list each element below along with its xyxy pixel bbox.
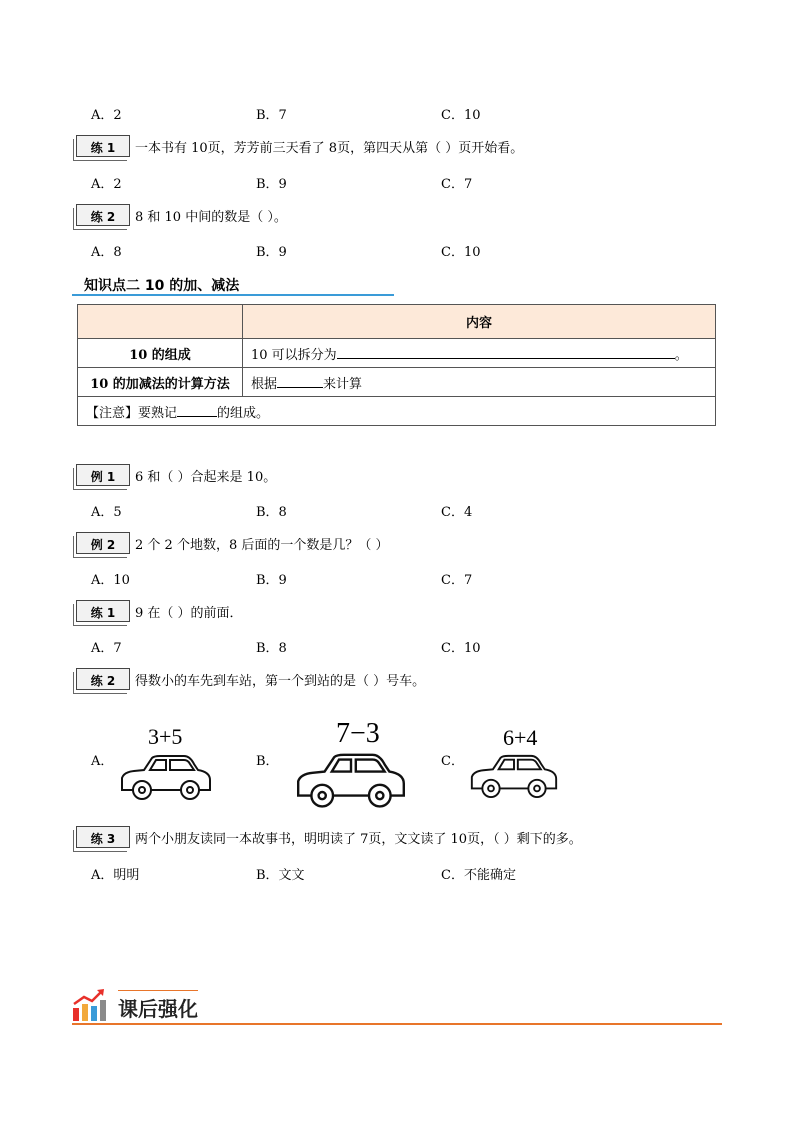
question-tag: 练 1 — [76, 135, 130, 157]
question-tag: 练 2 — [76, 204, 130, 226]
question-text: 8 和 10 中间的数是（ ）。 — [135, 210, 287, 225]
options-row — [91, 173, 611, 191]
option-c[interactable]: C．7 — [441, 573, 473, 588]
knowledge-table — [77, 304, 716, 426]
option-c[interactable]: C．不能确定 — [441, 868, 516, 883]
option-b[interactable]: B．文文 — [256, 868, 305, 883]
row-content: 10 可以拆分为 。 — [243, 339, 716, 368]
option-a[interactable]: A．2 — [91, 108, 122, 123]
question-example-2 — [76, 532, 756, 556]
question-text: 得数小的车先到车站，第一个到站的是（ ）号车。 — [135, 674, 426, 689]
option-c[interactable]: C．10 — [441, 108, 481, 123]
options-row — [91, 864, 611, 882]
question-text: 两个小朋友读同一本故事书，明明读了 7页，文文读了 10页，（ ）剩下的多。 — [135, 832, 582, 847]
fill-blank[interactable] — [337, 346, 675, 359]
option-b[interactable]: B．8 — [256, 505, 287, 520]
question-text: 一本书有 10页，芳芳前三天看了 8页，第四天从第（ ）页开始看。 — [135, 141, 524, 156]
table-header: 内容 — [243, 305, 716, 339]
question-example-1 — [76, 464, 756, 488]
car-icon — [118, 752, 214, 802]
option-a[interactable]: A．7 — [91, 641, 122, 656]
section-underline — [72, 294, 394, 296]
question-text: 9 在（ ）的前面． — [135, 606, 243, 621]
option-b[interactable]: B．9 — [256, 245, 287, 260]
option-a[interactable]: A． — [91, 754, 114, 769]
question-practice-3 — [76, 826, 756, 850]
question-practice-2b — [76, 668, 756, 692]
options-row — [91, 501, 611, 519]
section-title: 知识点二 10 的加、减法 — [84, 278, 240, 294]
option-b[interactable]: B．8 — [256, 641, 287, 656]
chart-growth-icon — [72, 988, 108, 1022]
footer-accent-line — [118, 990, 198, 991]
question-tag: 练 1 — [76, 600, 130, 622]
option-b[interactable]: B． — [256, 754, 279, 769]
option-b[interactable]: B．9 — [256, 177, 287, 192]
option-c[interactable]: C． — [441, 754, 464, 769]
question-practice-1b — [76, 600, 756, 624]
question-text: 6 和（ ）合起来是 10。 — [135, 470, 277, 485]
question-tag: 例 2 — [76, 532, 130, 554]
car-expression: 3+5 — [148, 724, 183, 749]
option-a[interactable]: A．5 — [91, 505, 122, 520]
question-text: 2 个 2 个地数，8 后面的一个数是几？（ ） — [135, 538, 389, 553]
question-tag: 练 2 — [76, 668, 130, 690]
car-expression: 6+4 — [503, 725, 538, 750]
options-row — [91, 241, 611, 259]
question-tag: 练 3 — [76, 826, 130, 848]
option-a[interactable]: A．明明 — [91, 868, 140, 883]
option-b[interactable]: B．7 — [256, 108, 287, 123]
section-heading: 课后强化 — [118, 997, 198, 1021]
car-expression: 7−3 — [336, 718, 380, 749]
option-b[interactable]: B．9 — [256, 573, 287, 588]
option-c[interactable]: C．10 — [441, 245, 481, 260]
question-practice-1 — [76, 135, 756, 159]
fill-blank[interactable] — [177, 404, 217, 417]
row-content: 根据 来计算 — [243, 368, 716, 397]
option-a[interactable]: A．10 — [91, 573, 130, 588]
options-row — [91, 637, 611, 655]
option-c[interactable]: C．4 — [441, 505, 473, 520]
row-label: 10 的加减法的计算方法 — [78, 368, 243, 397]
fill-blank[interactable] — [277, 375, 323, 388]
question-tag: 例 1 — [76, 464, 130, 486]
option-a[interactable]: A．2 — [91, 177, 122, 192]
row-label: 10 的组成 — [78, 339, 243, 368]
options-row — [91, 569, 611, 587]
option-a[interactable]: A．8 — [91, 245, 122, 260]
option-c[interactable]: C．10 — [441, 641, 481, 656]
car-icon — [468, 752, 560, 800]
options-row — [91, 104, 611, 122]
question-practice-2 — [76, 204, 756, 228]
car-icon — [292, 750, 410, 810]
section-divider — [72, 1023, 722, 1025]
note-row: 【注意】要熟记 的组成。 — [78, 397, 716, 426]
option-c[interactable]: C．7 — [441, 177, 473, 192]
